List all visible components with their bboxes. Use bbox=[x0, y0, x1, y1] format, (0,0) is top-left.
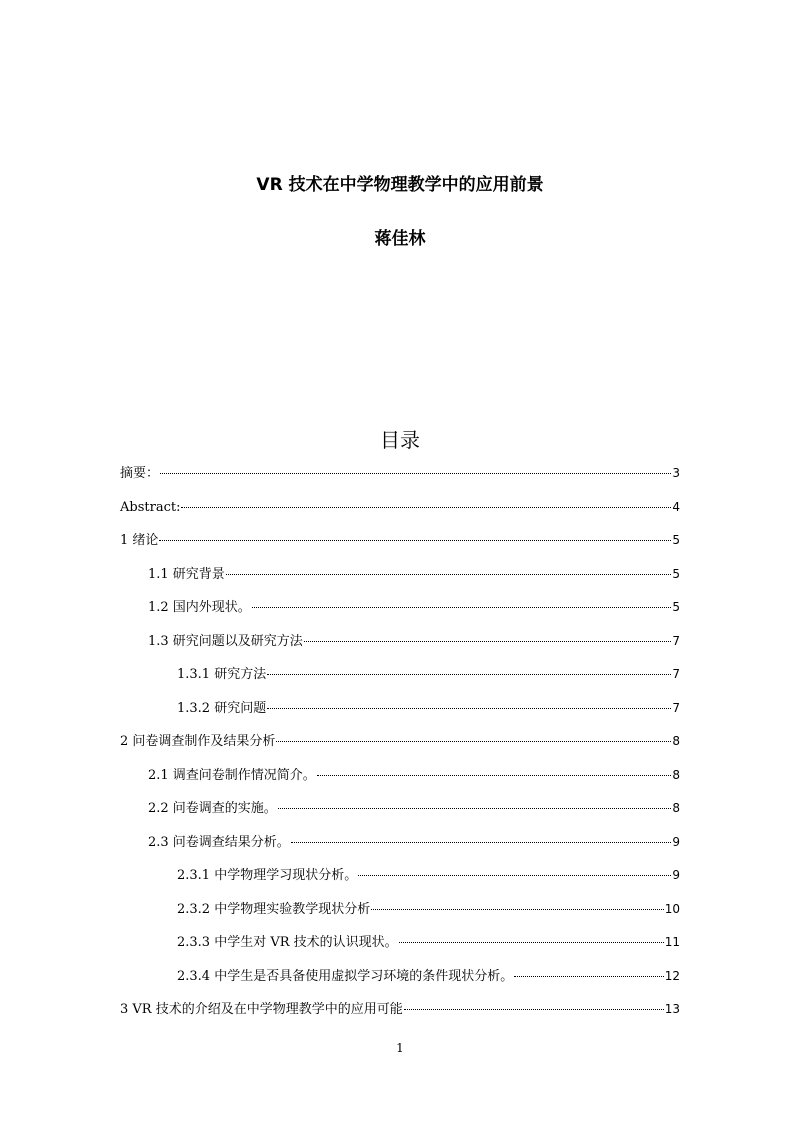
toc-leader-dots bbox=[252, 607, 672, 608]
toc-entry-page: 8 bbox=[672, 767, 680, 782]
toc-entry-label: 2.2 问卷调查的实施。 bbox=[148, 801, 277, 816]
toc-entry-label: 2.3.4 中学生是否具备使用虚拟学习环境的条件现状分析。 bbox=[177, 968, 514, 984]
toc-leader-dots bbox=[358, 875, 671, 876]
toc-leader-dots bbox=[399, 942, 664, 943]
document-author: 蒋佳林 bbox=[374, 229, 426, 249]
toc-entry-page: 7 bbox=[672, 633, 680, 648]
document-title: VR 技术在中学物理教学中的应用前景 bbox=[256, 175, 544, 195]
toc-entry[interactable] bbox=[120, 565, 680, 599]
toc-entry[interactable] bbox=[120, 665, 680, 699]
toc-entry-label: 2.3.1 中学物理学习现状分析。 bbox=[177, 868, 358, 883]
toc-entry-label: 2.3.2 中学物理实验教学现状分析 bbox=[177, 901, 371, 917]
toc-entry-label: 2.1 调查问卷制作情况简介。 bbox=[148, 767, 316, 783]
toc-entry-page: 7 bbox=[672, 667, 680, 681]
toc-entry-label: 1 绪论 bbox=[120, 533, 159, 548]
toc-leader-dots bbox=[276, 741, 671, 742]
toc-entry[interactable] bbox=[120, 1000, 680, 1034]
toc-entry-page: 5 bbox=[672, 533, 680, 547]
toc-leader-dots bbox=[371, 909, 664, 910]
toc-entry[interactable] bbox=[120, 498, 680, 532]
toc-entry-page: 3 bbox=[672, 466, 680, 480]
toc-entry-page: 10 bbox=[664, 901, 680, 916]
toc-leader-dots bbox=[404, 1009, 664, 1010]
toc-leader-dots bbox=[267, 708, 671, 709]
toc-entry-label: 1.3.1 研究方法 bbox=[177, 667, 267, 682]
toc-entry-page: 4 bbox=[672, 499, 680, 514]
toc-entry-page: 8 bbox=[672, 801, 680, 815]
toc-entry[interactable] bbox=[120, 699, 680, 733]
toc-leader-dots bbox=[514, 976, 664, 977]
toc-entry[interactable] bbox=[120, 732, 680, 766]
toc-entry-label: 1.3 研究问题以及研究方法 bbox=[148, 633, 303, 649]
toc-entry[interactable] bbox=[120, 967, 680, 1001]
toc-entry-label: 摘要： bbox=[120, 466, 160, 481]
toc-leader-dots bbox=[181, 507, 671, 508]
toc-entry-label: 2.3.3 中学生对 VR 技术的认识现状。 bbox=[177, 935, 398, 950]
toc-entry-page: 12 bbox=[664, 968, 680, 983]
toc-entry[interactable] bbox=[120, 900, 680, 934]
toc-entry-page: 7 bbox=[672, 700, 680, 715]
toc-entry-label: 2.3 问卷调查结果分析。 bbox=[148, 834, 290, 850]
toc-entry[interactable] bbox=[120, 833, 680, 867]
toc-entry-page: 5 bbox=[672, 600, 680, 614]
toc-entry[interactable] bbox=[120, 632, 680, 666]
toc-leader-dots bbox=[291, 842, 672, 843]
toc-entry-page: 5 bbox=[672, 566, 680, 581]
toc-leader-dots bbox=[317, 775, 672, 776]
toc-entry-page: 9 bbox=[672, 868, 680, 882]
toc-entry-label: 3 VR 技术的介绍及在中学物理教学中的应用可能 bbox=[120, 1002, 403, 1017]
toc-entry[interactable] bbox=[120, 799, 680, 833]
toc-leader-dots bbox=[304, 641, 672, 642]
toc-leader-dots bbox=[278, 808, 672, 809]
toc-entry[interactable] bbox=[120, 933, 680, 967]
toc-heading: 目录 bbox=[380, 428, 420, 452]
toc-leader-dots bbox=[160, 473, 671, 474]
toc-leader-dots bbox=[226, 574, 672, 575]
toc-entry-label: 2 问卷调查制作及结果分析 bbox=[120, 734, 276, 749]
toc-entry[interactable] bbox=[120, 866, 680, 900]
toc-entry[interactable] bbox=[120, 598, 680, 632]
toc-entry[interactable] bbox=[120, 531, 680, 565]
toc-entry-page: 13 bbox=[664, 1002, 680, 1016]
toc-entry-page: 11 bbox=[664, 935, 680, 949]
toc-entry-page: 8 bbox=[672, 734, 680, 748]
toc-entry-label: 1.3.2 研究问题 bbox=[177, 700, 267, 716]
table-of-contents bbox=[120, 464, 680, 1034]
toc-entry-label: Abstract: bbox=[120, 499, 181, 515]
toc-entry[interactable] bbox=[120, 464, 680, 498]
toc-entry-page: 9 bbox=[672, 834, 680, 849]
toc-leader-dots bbox=[159, 540, 671, 541]
toc-entry-label: 1.1 研究背景 bbox=[148, 566, 225, 582]
toc-entry[interactable] bbox=[120, 766, 680, 800]
toc-entry-label: 1.2 国内外现状。 bbox=[148, 600, 251, 615]
page-number: 1 bbox=[396, 1041, 404, 1055]
toc-leader-dots bbox=[267, 674, 671, 675]
